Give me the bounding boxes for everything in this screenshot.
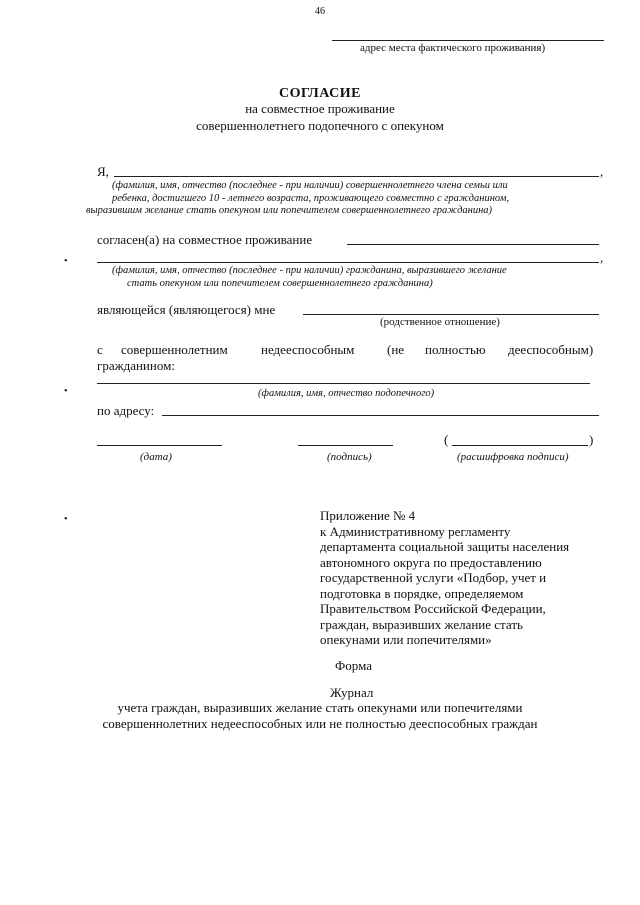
agree-field-line[interactable] — [347, 244, 599, 245]
appendix-line-7: Правительством Российской Федерации, — [320, 601, 546, 616]
relation-label: являющейся (являющегося) мне — [97, 302, 276, 317]
date-line[interactable] — [97, 445, 222, 446]
sig-decode-caption: (расшифровка подписи) — [457, 451, 569, 463]
margin-bullet: • — [64, 256, 68, 267]
ward-field-line[interactable] — [97, 383, 590, 384]
appendix-line-6: подготовка в порядке, определяемом — [320, 586, 524, 601]
with-word-6: дееспособным) — [508, 342, 594, 357]
margin-bullet: • — [64, 386, 68, 397]
with-word-3: недееспособным — [261, 342, 355, 357]
document-title: СОГЛАСИЕ — [279, 86, 361, 101]
with-line-cont: гражданином: — [97, 358, 175, 373]
form-label: Форма — [335, 658, 372, 673]
address-line — [332, 40, 604, 41]
with-word-5: полностью — [425, 342, 486, 357]
address-caption: адрес места фактического проживания) — [360, 42, 546, 54]
appendix-line-2: к Административному регламенту — [320, 524, 511, 539]
agree-hint-line-1: (фамилия, имя, отчество (последнее - при наличии) гражданина, выразившего желание — [112, 265, 507, 276]
subtitle-line-1: на совместное проживание — [245, 101, 395, 116]
ya-hint-line-2: ребенка, достигшего 10 - летнего возраста, проживающего совместно с гражданином, — [112, 193, 510, 204]
agree-field-line-2[interactable] — [97, 262, 599, 263]
sig-close-paren: ) — [589, 432, 594, 447]
appendix-line-9: опекунами или попечителями» — [320, 632, 492, 647]
date-caption: (дата) — [140, 451, 172, 463]
appendix-line-3: департамента социальной защиты населения — [320, 539, 570, 554]
journal-title: Журнал — [330, 685, 374, 700]
relation-hint: (родственное отношение) — [380, 316, 500, 328]
relation-field-line[interactable] — [303, 314, 599, 315]
appendix-line-8: граждан, выразивших желание стать — [320, 617, 523, 632]
sig-open-paren: ( — [444, 432, 449, 447]
signature-line[interactable] — [298, 445, 393, 446]
subtitle-line-2: совершеннолетнего подопечного с опекуном — [196, 118, 444, 133]
ya-label: Я, — [97, 164, 109, 179]
margin-bullet: • — [64, 514, 68, 525]
with-word-4: (не — [387, 342, 405, 357]
name-field-line[interactable] — [114, 176, 599, 177]
address-label: по адресу: — [97, 403, 155, 418]
appendix-line-1: Приложение № 4 — [320, 508, 416, 523]
agree-hint-line-2: стать опекуном или попечителем совершеннолетнего гражданина) — [127, 278, 433, 289]
journal-subtitle-2: совершеннолетних недееспособных или не полностью дееспособных граждан — [102, 716, 538, 731]
signature-caption: (подпись) — [327, 451, 372, 463]
appendix-line-5: государственной услуги «Подбор, учет и — [320, 570, 547, 585]
agree-label: согласен(а) на совместное проживание — [97, 232, 313, 247]
appendix-line-4: автономного округа по предоставлению — [320, 555, 542, 570]
ward-hint: (фамилия, имя, отчество подопечного) — [258, 388, 435, 399]
page-number: 46 — [315, 6, 325, 17]
with-word-2: совершеннолетним — [121, 342, 228, 357]
address-field-line[interactable] — [162, 415, 599, 416]
sig-decode-line[interactable] — [452, 445, 588, 446]
ya-hint-line-1: (фамилия, имя, отчество (последнее - при наличии) совершеннолетнего члена семьи или — [112, 180, 508, 191]
journal-subtitle-1: учета граждан, выразивших желание стать опекунами или попечителями — [117, 700, 523, 715]
ya-hint-line-3: выразившим желание стать опекуном или попечителем совершеннолетнего гражданина) — [86, 205, 493, 216]
with-word-1: с — [97, 342, 103, 357]
